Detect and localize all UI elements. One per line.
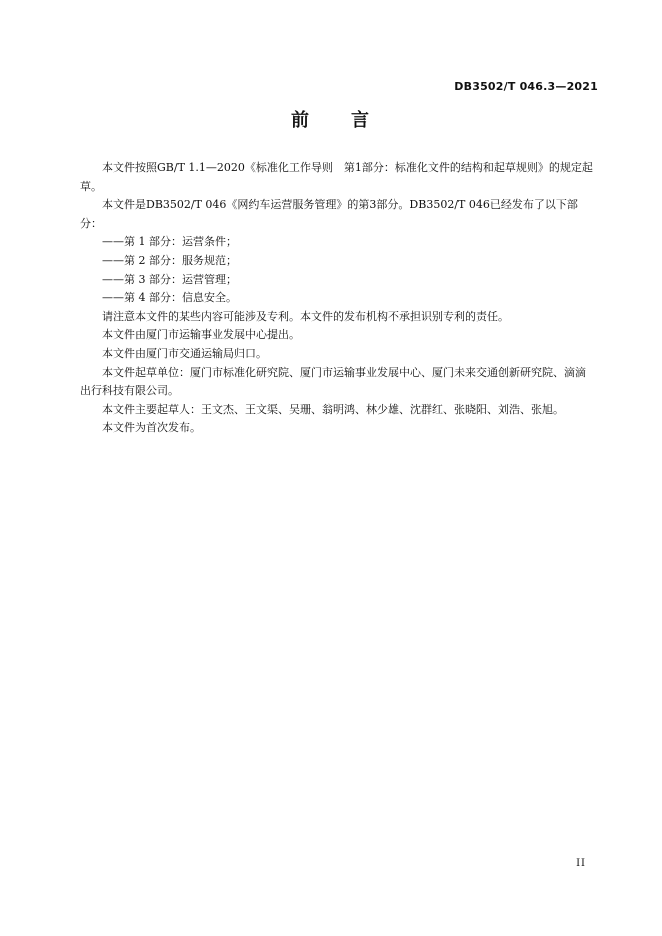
paragraph-centralized-by: 本文件由厦门市交通运输局归口。	[102, 346, 267, 360]
foreword-body	[80, 159, 596, 438]
list-item-part-3: ——第 3 部分：运营管理；	[102, 272, 237, 286]
title-char-1: 前	[291, 110, 311, 131]
paragraph-drafting-units: 本文件起草单位：厦门市标准化研究院、厦门市运输事业发展中心、厦门未来交通创新研究院、滴滴出行科技有限公司。	[80, 365, 586, 398]
paragraph-series-intro: 本文件是DB3502/T 046《网约车运营服务管理》的第3部分。DB3502/T 046已经发布了以下部分：	[80, 198, 578, 230]
paragraph-drafting-basis: 本文件按照GB/T 1.1—2020《标准化工作导则 第1部分：标准化文件的结构和起草规则》的规定起草。	[80, 161, 593, 193]
document-code: DB3502/T 046.3—2021	[454, 80, 598, 93]
list-item-part-1: ——第 1 部分：运营条件；	[102, 235, 237, 249]
title-char-2: 言	[351, 110, 371, 131]
list-item-part-2: ——第 2 部分：服务规范；	[102, 253, 237, 267]
paragraph-drafters: 本文件主要起草人：王文杰、王文渠、吴珊、翁明鸿、林少雄、沈群红、张晓阳、刘浩、张旭。	[102, 402, 564, 416]
paragraph-patent-notice: 请注意本文件的某些内容可能涉及专利。本文件的发布机构不承担识别专利的责任。	[102, 309, 509, 323]
paragraph-first-release: 本文件为首次发布。	[102, 421, 201, 435]
page-title	[0, 106, 662, 132]
list-item-part-4: ——第 4 部分：信息安全。	[102, 291, 237, 305]
page-number: II	[576, 858, 586, 869]
paragraph-proposed-by: 本文件由厦门市运输事业发展中心提出。	[102, 328, 300, 342]
